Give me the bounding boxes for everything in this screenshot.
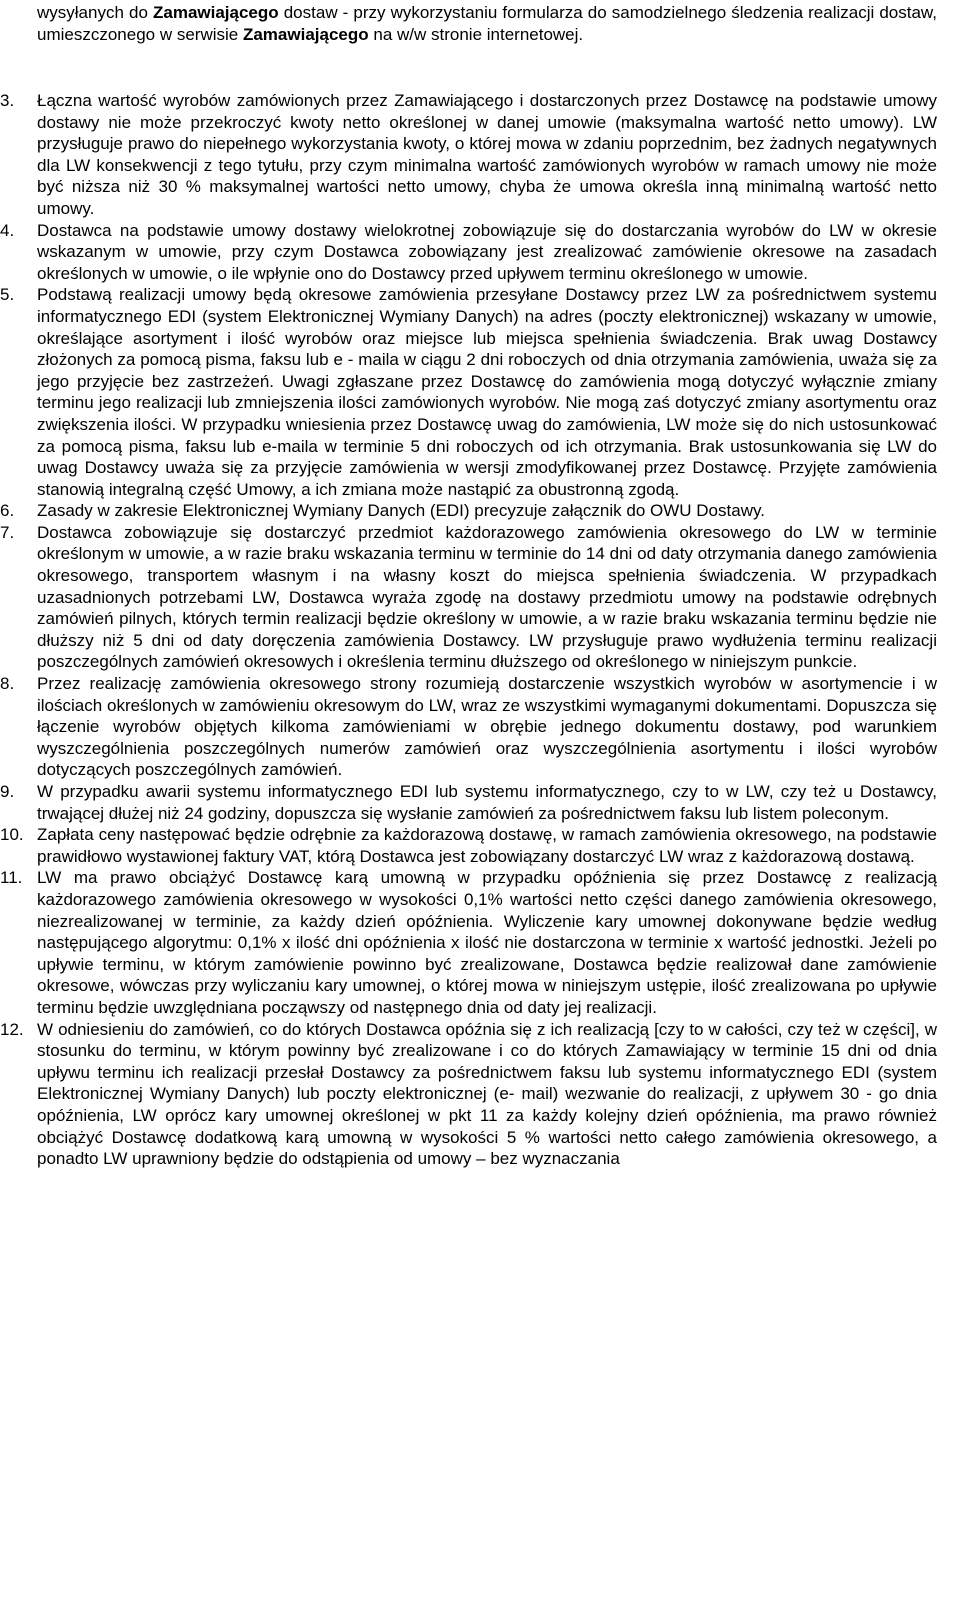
list-item: [0, 220, 937, 285]
continuation-text-1: wysyłanych do: [37, 3, 153, 22]
list-item-text: Zasady w zakresie Elektronicznej Wymiany Danych (EDI) precyzuje załącznik do OWU Dostawy.: [37, 501, 765, 521]
list-item-text: Przez realizację zamówienia okresowego strony rozumieją dostarczenie wszystkich wyrobów w asortymencie i w ilościach określonych w zamówieniu okresowym do LW, wraz ze wszystkimi wymaganymi dokumentami. Dopuszcza się łączenie wyrobów objętych kilkoma zamówieniami w obrębie jednego dokumentu dostawy, pod warunkiem wyszczególnienia poszczególnych numerów zamówień oraz wyszczególnienia asortymentu i ilości wyrobów dotyczących poszczególnych zamówień.: [37, 674, 937, 780]
list-item: [0, 522, 937, 673]
list-item: [0, 1019, 937, 1170]
list-item-number: 5.: [0, 285, 15, 305]
continuation-text-2: dostaw - przy wykorzystaniu formularza do samodzielnego śledzenia realizacji dostaw, umieszczonego w serwisie: [37, 3, 937, 44]
list-item-text: Dostawca zobowiązuje się dostarczyć przedmiot każdorazowego zamówienia okresowego do LW w terminie określonym w umowie, a w razie braku wskazania terminu w terminie do 14 dni od daty otrzymania danego zamówienia okresowego, transportem własnym i na własny koszt do miejsca spełnienia świadczenia. W przypadkach uzasadnionych potrzebami LW, Dostawca wyraża zgodę na dostawy przedmiotu umowy na podstawie odrębnych zamówień pilnych, których termin realizacji będzie określony w umowie, a w razie braku wskazania terminu będzie nie dłuższy niż 5 dni od daty doręczenia zamówienia Dostawcy. LW przysługuje prawo wydłużenia terminu realizacji poszczególnych zamówień okresowych i określenia terminu dłuższego od określonego w niniejszym punkcie.: [37, 522, 937, 672]
list-item-number: 6.: [0, 501, 15, 521]
list-item-text: Podstawą realizacji umowy będą okresowe zamówienia przesyłane Dostawcy przez LW za pośrednictwem systemu informatycznego EDI (system Elektronicznej Wymiany Danych) na adres (poczty elektronicznej) wskazany w umowie, określające asortyment i ilość wyrobów oraz miejsce lub miejsca spełnienia świadczenia. Brak uwag Dostawcy złożonych za pomocą pisma, faksu lub e - maila w ciągu 2 dni roboczych od dnia otrzymania zamówienia, uważa się za jego przyjęcie bez zastrzeżeń. Uwagi zgłaszane przez Dostawcę do zamówienia mogą dotyczyć wyłącznie zmiany terminu jego realizacji lub zmniejszenia ilości zamówionych wyrobów. Nie mogą zaś dotyczyć zmiany asortymentu oraz zwiększenia ilości. W przypadku wniesienia przez Dostawcę uwag do zamówienia, LW może się do nich ustosunkować za pomocą pisma, faksu lub e-maila w terminie 5 dni roboczych od ich otrzymania. Brak ustosunkowania się LW do uwag Dostawcy uważa się za przyjęcie zamówienia w wersji zmodyfikowanej przez Dostawcę. Przyjęte zamówienia stanowią integralną część Umowy, a ich zmiana może nastąpić za obustronną zgodą.: [37, 285, 937, 499]
bold-term-zamawiajacego: Zamawiającego: [152, 3, 279, 22]
bold-term-zamawiajacego-2: Zamawiającego: [242, 24, 369, 44]
list-item-number: 12.: [0, 1019, 24, 1039]
list-item-number: 4.: [0, 220, 15, 240]
list-item-number: 10.: [0, 825, 24, 845]
list-item-text: Dostawca na podstawie umowy dostawy wielokrotnej zobowiązuje się do dostarczania wyrobów do LW w okresie wskazanym w umowie, przy czym Dostawca zobowiązany jest zrealizować zamówienie okresowe na zasadach określonych w umowie, o ile wpłynie ono do Dostawcy przed upływem terminu określonego w umowie.: [37, 220, 937, 283]
list-item: [0, 284, 937, 500]
list-item-text: W przypadku awarii systemu informatycznego EDI lub systemu informatycznego, czy to w LW, czy też u Dostawcy, trwającej dłużej niż 24 godziny, dopuszcza się wysłanie zamówień za pośrednictwem faksu lub listem poleconym.: [37, 782, 937, 823]
list-item: [0, 781, 937, 824]
continuation-paragraph: [37, 2, 937, 45]
list-item-text: W odniesieniu do zamówień, co do których Dostawca opóźnia się z ich realizacją [czy to w całości, czy też w części], w stosunku do terminu, w którym powinny być zrealizowane i co do których Zamawiający w terminie 15 dni od dnia upływu terminu ich realizacji przesłał Dostawcy za pośrednictwem faksu lub systemu informatycznego EDI (system Elektronicznej Wymiany Danych) lub poczty elektronicznej (e- mail) wezwanie do realizacji, z upływem 30 - go dnia opóźnienia, LW oprócz kary umownej określonej w pkt 11 za każdy kolejny dzień opóźnienia, ma prawo również obciążyć Dostawcę dodatkową karą umowną w wysokości 5 % wartości netto całego zamówienia okresowego, a ponadto LW uprawniony będzie do odstąpienia od umowy – bez wyznaczania: [37, 1019, 937, 1169]
list-item-text: Łączna wartość wyrobów zamówionych przez Zamawiającego i dostarczonych przez Dostawcę na podstawie umowy dostawy nie może przekroczyć kwoty netto określonej w danej umowie (maksymalna wartość netto umowy). LW przysługuje prawo do niepełnego wykorzystania kwoty, o której mowa w zdaniu poprzednim, bez żadnych negatywnych dla LW konsekwencji z tego tytułu, przy czym minimalna wartość zamówionych wyrobów w ramach umowy nie może być niższa niż 30 % maksymalnej wartości netto umowy, chyba że umowa określa inną minimalną wartość netto umowy.: [37, 91, 937, 218]
list-item-number: 8.: [0, 674, 15, 694]
numbered-clause-list: [0, 90, 937, 1170]
list-item-text: Zapłata ceny następować będzie odrębnie za każdorazową dostawę, w ramach zamówienia okresowego, na podstawie prawidłowo wystawionej faktury VAT, którą Dostawca jest zobowiązany dostarczyć LW wraz z każdorazową dostawą.: [37, 825, 937, 866]
list-item-number: 7.: [0, 522, 15, 542]
list-item: [0, 867, 937, 1018]
continuation-text-3: na w/w stronie internetowej.: [368, 24, 584, 44]
list-item-number: 9.: [0, 782, 15, 801]
list-item-text: LW ma prawo obciążyć Dostawcę karą umowną w przypadku opóźnienia się przez Dostawcę z realizacją każdorazowego zamówienia okresowego w wysokości 0,1% wartości netto części danego zamówienia okresowego, niezrealizowanej w terminie, za każdy dzień opóźnienia. Wyliczenie kary umownej dokonywane będzie według następującego algorytmu: 0,1% x ilość dni opóźnienia x ilość nie dostarczona w terminie x wartość jednostki. Jeżeli po upływie terminu, w którym zamówienie powinno być zrealizowane, Dostawca będzie realizował dane zamówienie okresowe, wówczas przy wyliczaniu kary umownej, o której mowa w niniejszym ustępie, ilość zrealizowana po upływie terminu będzie uwzględniana począwszy od następnego dnia od daty jej realizacji.: [37, 868, 937, 1017]
list-item: [0, 500, 937, 522]
list-item-number: 11.: [0, 868, 23, 888]
list-item: [0, 824, 937, 867]
list-item-number: 3.: [0, 91, 15, 110]
list-item: [0, 673, 937, 781]
list-item: [0, 90, 937, 220]
